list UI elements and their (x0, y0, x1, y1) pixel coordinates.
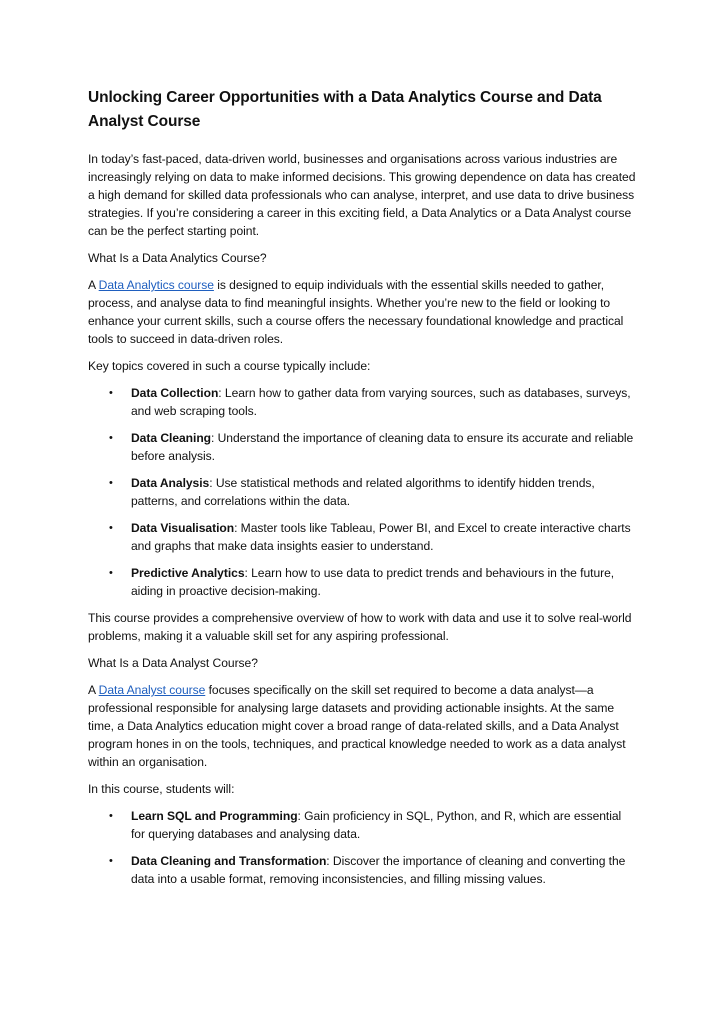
analyst-para-prefix: A (88, 683, 99, 697)
bullet-icon: • (109, 387, 113, 399)
bullet-icon: • (109, 522, 113, 534)
analytics-topics-list (88, 384, 636, 600)
list-item-text: : Learn how to gather data from varying sources, such as databases, surveys, and web scraping tools. (131, 386, 631, 418)
list-item (88, 519, 636, 555)
bullet-icon: • (109, 855, 113, 867)
section-heading-analytics: What Is a Data Analytics Course? (88, 251, 267, 265)
list-item-term: Learn SQL and Programming (131, 809, 298, 823)
bullet-icon: • (109, 477, 113, 489)
section-heading-analyst: What Is a Data Analyst Course? (88, 656, 258, 670)
list-item-term: Data Collection (131, 386, 219, 400)
analytics-list-intro: Key topics covered in such a course typically include: (88, 359, 371, 373)
list-item (88, 474, 636, 510)
list-item-term: Data Analysis (131, 476, 210, 490)
analytics-para-rest: is designed to equip individuals with the essential skills needed to gather, process, and analyse data to find meaningful insights. Whether you’re new to the field or looking to enhance your current skills, such a course offers the necessary foundational knowledge and practical tools to succeed in data-driven roles. (88, 278, 624, 346)
analyst-para-rest: focuses specifically on the skill set required to become a data analyst—a professional responsible for analysing large datasets and providing actionable insights. At the same time, a Data Analytics education might cover a broad range of data-related skills, and a Data Analyst program hones in on the tools, techniques, and practical knowledge needed to work as a data analyst within an organisation. (88, 683, 626, 769)
document-title: Unlocking Career Opportunities with a Data Analytics Course and Data Analyst Course (88, 89, 602, 130)
bullet-icon: • (109, 432, 113, 444)
list-item (88, 384, 636, 420)
bullet-icon: • (109, 810, 113, 822)
data-analytics-course-link[interactable]: Data Analytics course (98, 278, 214, 292)
list-item-text: : Master tools like Tableau, Power BI, and Excel to create interactive charts and graphs that make data insights easier to understand. (131, 521, 631, 553)
list-item-text: : Understand the importance of cleaning data to ensure its accurate and reliable before analysis. (131, 431, 634, 463)
list-item-term: Data Visualisation (131, 521, 235, 535)
list-item (88, 564, 636, 600)
analytics-para-prefix: A (88, 278, 99, 292)
list-item-text: : Discover the importance of cleaning and converting the data into a usable format, removing inconsistencies, and filling missing values. (131, 854, 626, 886)
list-item-text: : Learn how to use data to predict trends and behaviours in the future, aiding in proactive decision-making. (131, 566, 615, 598)
list-item-text: : Gain proficiency in SQL, Python, and R, which are essential for querying databases and analysing data. (131, 809, 622, 841)
bullet-icon: • (109, 567, 113, 579)
list-item-term: Predictive Analytics (131, 566, 245, 580)
list-item-term: Data Cleaning and Transformation (131, 854, 327, 868)
list-item (88, 852, 636, 888)
analyst-list-intro: In this course, students will: (88, 782, 235, 796)
analytics-closing-paragraph: This course provides a comprehensive overview of how to work with data and use it to solve real-world problems, making it a valuable skill set for any aspiring professional. (88, 611, 632, 643)
analytics-paragraph (88, 276, 636, 348)
data-analyst-course-link[interactable]: Data Analyst course (98, 683, 206, 697)
analyst-skills-list (88, 807, 636, 888)
list-item-term: Data Cleaning (131, 431, 211, 445)
list-item (88, 807, 636, 843)
intro-paragraph: In today’s fast-paced, data-driven world, businesses and organisations across various industries are increasingly relying on data to make informed decisions. This growing dependence on data has created a high demand for skilled data professionals who can analyse, interpret, and use data to drive business strategies. If you’re considering a career in this exciting field, a Data Analytics or a Data Analyst course can be the perfect starting point. (88, 152, 636, 238)
list-item (88, 429, 636, 465)
analyst-paragraph (88, 681, 636, 771)
list-item-text: : Use statistical methods and related algorithms to identify hidden trends, patterns, and correlations within the data. (131, 476, 595, 508)
